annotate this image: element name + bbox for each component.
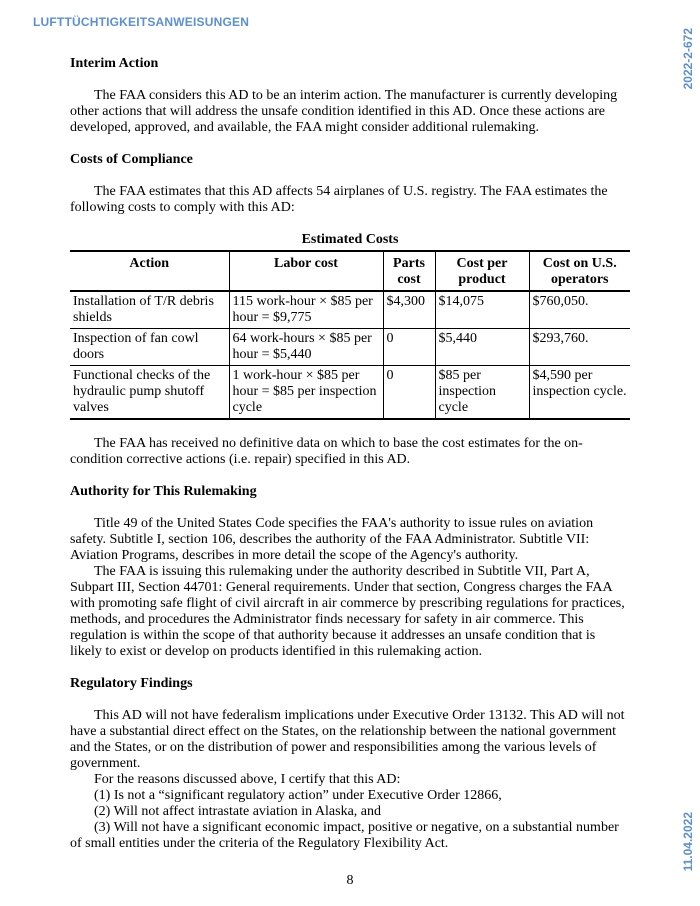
- paragraph: (3) Will not have a significant economic impact, positive or negative, on a substantial number of small entities under the criteria of the Regulatory Flexibility Act.: [70, 820, 619, 851]
- section-authority: [70, 484, 630, 660]
- column-header: Labor cost: [229, 251, 383, 291]
- paragraph: For the reasons discussed above, I certify that this AD:: [94, 772, 401, 787]
- section-heading: Costs of Compliance: [70, 152, 193, 167]
- section-costs-of-compliance: [70, 152, 630, 468]
- table-title: Estimated Costs: [301, 232, 399, 247]
- table-row: [70, 329, 630, 366]
- paragraph: Title 49 of the United States Code specifies the FAA's authority to issue rules on aviation safety. Subtitle I, section 106, describes the authority of the FAA Administrator. Subtitle VII: Aviation Programs, describes in more detail the scope of the Agency's authority.: [70, 516, 594, 563]
- paragraph: This AD will not have federalism implications under Executive Order 13132. This AD will not have a substantial direct effect on the States, on the relationship between the national government and the States, or on the distribution of power and responsibilities among the various levels of government.: [70, 708, 625, 771]
- paragraph: (2) Will not affect intrastate aviation in Alaska, and: [94, 804, 381, 819]
- paragraph: The FAA has received no definitive data on which to base the cost estimates for the on-condition corrective actions (i.e. repair) specified in this AD.: [70, 436, 583, 467]
- paragraph: The FAA estimates that this AD affects 54 airplanes of U.S. registry. The FAA estimates the following costs to comply with this AD:: [70, 184, 608, 215]
- table-cell: $4,300: [383, 291, 435, 329]
- section-heading: Regulatory Findings: [70, 676, 193, 691]
- paragraph: The FAA is issuing this rulemaking under the authority described in Subtitle VII, Part A, Subpart III, Section 44701: General requirements. Under that section, Congress charges the FAA with promoting safe flight of civil aircraft in air commerce by prescribing regulations for practices, methods, and procedures the Administrator finds necessary for safety in air commerce. This regulation is within the scope of that authority because it addresses an unsafe condition that is likely to exist or develop on products identified in this rulemaking action.: [70, 564, 625, 659]
- side-date: 11.04.2022: [681, 812, 695, 872]
- section-interim-action: [70, 56, 630, 136]
- section-regulatory-findings: [70, 676, 630, 852]
- table-cell: 1 work-hour × $85 per hour = $85 per inspection cycle: [229, 366, 383, 420]
- table-cell: 115 work-hour × $85 per hour = $9,775: [229, 291, 383, 329]
- table-cell: $14,075: [435, 291, 529, 329]
- column-header: Parts cost: [383, 251, 435, 291]
- table-cell: $293,760.: [529, 329, 630, 366]
- table-header-row: [70, 251, 630, 291]
- section-heading: Interim Action: [70, 56, 159, 71]
- side-document-number: 2022-2-672: [681, 28, 695, 90]
- table-cell: 64 work-hours × $85 per hour = $5,440: [229, 329, 383, 366]
- document-body: [70, 56, 630, 852]
- table-cell: $4,590 per inspection cycle.: [529, 366, 630, 420]
- table-cell: Functional checks of the hydraulic pump shutoff valves: [70, 366, 229, 420]
- page-number: 8: [346, 873, 354, 888]
- column-header: Cost on U.S. operators: [529, 251, 630, 291]
- estimated-costs-table: [70, 250, 630, 420]
- table-cell: Installation of T/R debris shields: [70, 291, 229, 329]
- table-row: [70, 366, 630, 420]
- table-cell: $760,050.: [529, 291, 630, 329]
- table-cell: 0: [383, 329, 435, 366]
- paragraph: (1) Is not a “significant regulatory action” under Executive Order 12866,: [94, 788, 502, 803]
- section-heading: Authority for This Rulemaking: [70, 484, 257, 499]
- column-header: Cost per product: [435, 251, 529, 291]
- table-cell: $5,440: [435, 329, 529, 366]
- table-cell: $85 per inspection cycle: [435, 366, 529, 420]
- header-label: LUFTTÜCHTIGKEITSANWEISUNGEN: [33, 15, 250, 29]
- table-row: [70, 291, 630, 329]
- paragraph: The FAA considers this AD to be an interim action. The manufacturer is currently developing other actions that will address the unsafe condition identified in this AD. Once these actions are developed, approved, and available, the FAA might consider additional rulemaking.: [70, 88, 618, 135]
- table-cell: Inspection of fan cowl doors: [70, 329, 229, 366]
- table-cell: 0: [383, 366, 435, 420]
- column-header: Action: [70, 251, 229, 291]
